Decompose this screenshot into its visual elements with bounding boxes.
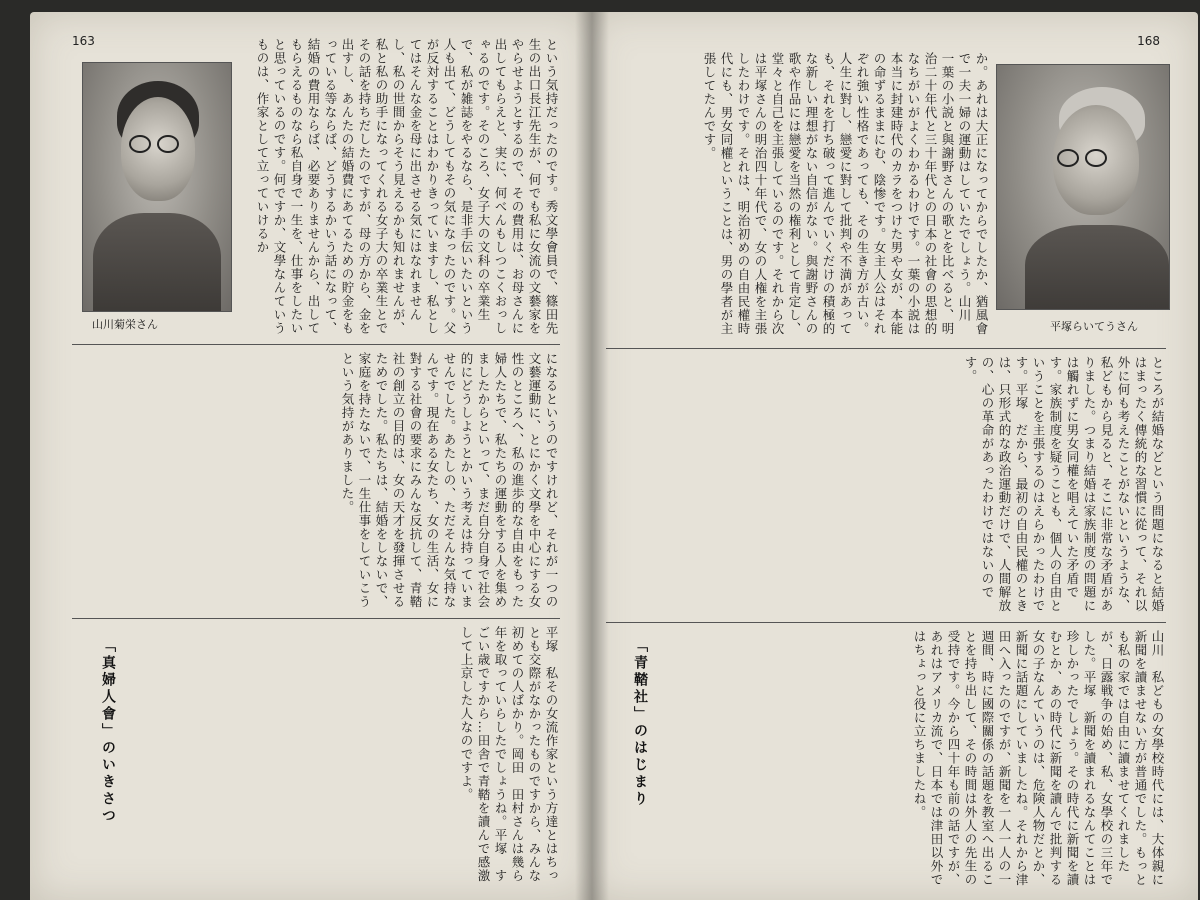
- body-text: ところが結婚などという問題になると結婚はまったく傳統的な習慣に從って、それ以外に何も考えたことがないというような、私どもから見ると、そこに非常な矛盾がありました。つまり結婚は家族制度の問題には觸れずに男女同權を唱えていた矛盾です。家族制度を疑うことも、個人の自由ということを主張するのはえらかったわけです。平塚 だから、最初の自由民權のときは、只形式的な政治運動だけで、人間解放の、心の革命があったわけではないのです。: [963, 356, 1165, 613]
- body-text: 平塚 私その女流作家という方達とはちっとも交際がなかったものですから、みんな初めての人ばかり。岡田 田村さんは幾ら年を取っていらしたでしょうね。平塚 すごい歳ですから…田舎で青鞜を讀んで感激して上京した人なのですよ。: [459, 626, 559, 883]
- magazine-spread: [30, 12, 1198, 900]
- body-text: か。あれは大正になってからでしたか、猶風會で一夫一婦の運動はしていたでしょう。山川 一葉の小説と與謝野さんの歌とを比べると、明治二十年代と三十年代との日本の社會の思想的なちがいがよくわかるわけです。一葉の小説は本当に封建時代のカラをつけた男や女が、本能の命ずるままにむ、陰惨です。女主人公はそれぞれ強い性格であっても、その生き方が古い。人生に對し、戀愛に對して批判や不満があっても、それを打ち破って進んでいくだけの積極的な新しい理想がない自信がない。與謝野さんの歌や作品には戀愛を当然の権利として肯定し、堂々と自己を主張しているのです。それから次は平塚さんの明治四十年代で、女の人権を主張したわけです。それは、明治初めの自由民權時代にも、男女同權ということは、男の學者が主張してたんです。: [702, 52, 989, 336]
- column-divider: [72, 618, 560, 619]
- portrait-photo-hiratsuka: [996, 64, 1170, 310]
- article-text-middle: [606, 356, 1166, 618]
- photo-caption: 山川菊栄さん: [92, 318, 158, 331]
- article-text-lower: [130, 626, 560, 892]
- body-text: 山川 私どもの女學校時代には、大体親に新聞を讀ませない方が普通でした。もっとも私の家では自由に讀ませてくれましたが、日露戦争の始め、私、女學校の三年でした。平塚 新聞を讀まれるなんてことは珍しかったでしょう。その時代に新聞を讀むとか、あの時代に新聞を讀んで批判する女の子なんていうのは、危険人物だとか、新聞に話題にしていましたね。それから津田へ入ったのですが、新聞を一人一人の一週間、時に國際關係の話題を教室へ出ることを持ち出して、その時間は外人の先生の受持です。今から四十年も前の話ですが、あれはアメリカ流で、日本では津田以外ではちょっと役に立ちましたね。: [912, 630, 1165, 887]
- right-page-number: 168: [1137, 34, 1160, 48]
- left-page: [30, 12, 590, 900]
- column-divider: [606, 622, 1166, 623]
- right-page: [590, 12, 1198, 900]
- section-heading: 「青鞜社」のはじまり: [632, 638, 648, 808]
- column-divider: [72, 344, 560, 345]
- article-text-middle: [72, 352, 560, 612]
- left-page-number: 163: [72, 34, 95, 48]
- photo-caption: 平塚らいてうさん: [1050, 320, 1138, 333]
- section-heading: 「真婦人會」のいきさつ: [100, 638, 116, 825]
- portrait-photo-yamakawa: [82, 62, 232, 312]
- article-text-upper: [606, 52, 990, 344]
- body-text: になるというのですけれど、それが一つの文藝運動に、とにかく文學を中心にする女性のところへ、私の進歩的な自由をもった婦人たちで、私たちの運動をする人を集めましたからといって、まだ自分自身で社会的にどうしようとかいう考えは持っていませんでした。あたしの、ただそんな気持なんです。現在ある女たち、女の生活、女に對する社會の要求にみんな反抗して、青鞜社の創立の目的は、女の天才を發揮させるためでした。私たちは、結婚をしないで、家庭を持たないで、一生仕事をしていこうという気持がありました。: [340, 352, 559, 609]
- article-text-upper: [240, 38, 560, 338]
- body-text: という気持だったのです。秀文學會員で、篠田先生の出口長江先生が、何でも私に女流の文藝家をやらせようとするので、その費用は、お母さんに出してもらえと、実に、何べんもしつこくおっしゃるのです。そのころ、女子大の文科の卒業生で、私が雑誌をやるなら、是非手伝いたいという人も出て、どうしてもその気になったのです。父が反対することはわかりきっていますし、私としてはそんな金を母に出させる気にはなれませんし、私の世間からそう見えるかも知れませんが、私と私の助手になってくれる女子大の卒業生とでその話を持ちだしたのですが、母の方から、金を出すし、あんたの結婚費にあてるための貯金をもっている等ならば、どうするかいう話になって、結婚の費用ならば、必要ありませんから、出してもらえるものなら私自身で一生を、仕事をしたいと思っているのです。何ですか、文學なんていうものは、作家として立っていけるか: [255, 38, 559, 335]
- column-divider: [606, 348, 1166, 349]
- article-text-lower: [662, 630, 1166, 892]
